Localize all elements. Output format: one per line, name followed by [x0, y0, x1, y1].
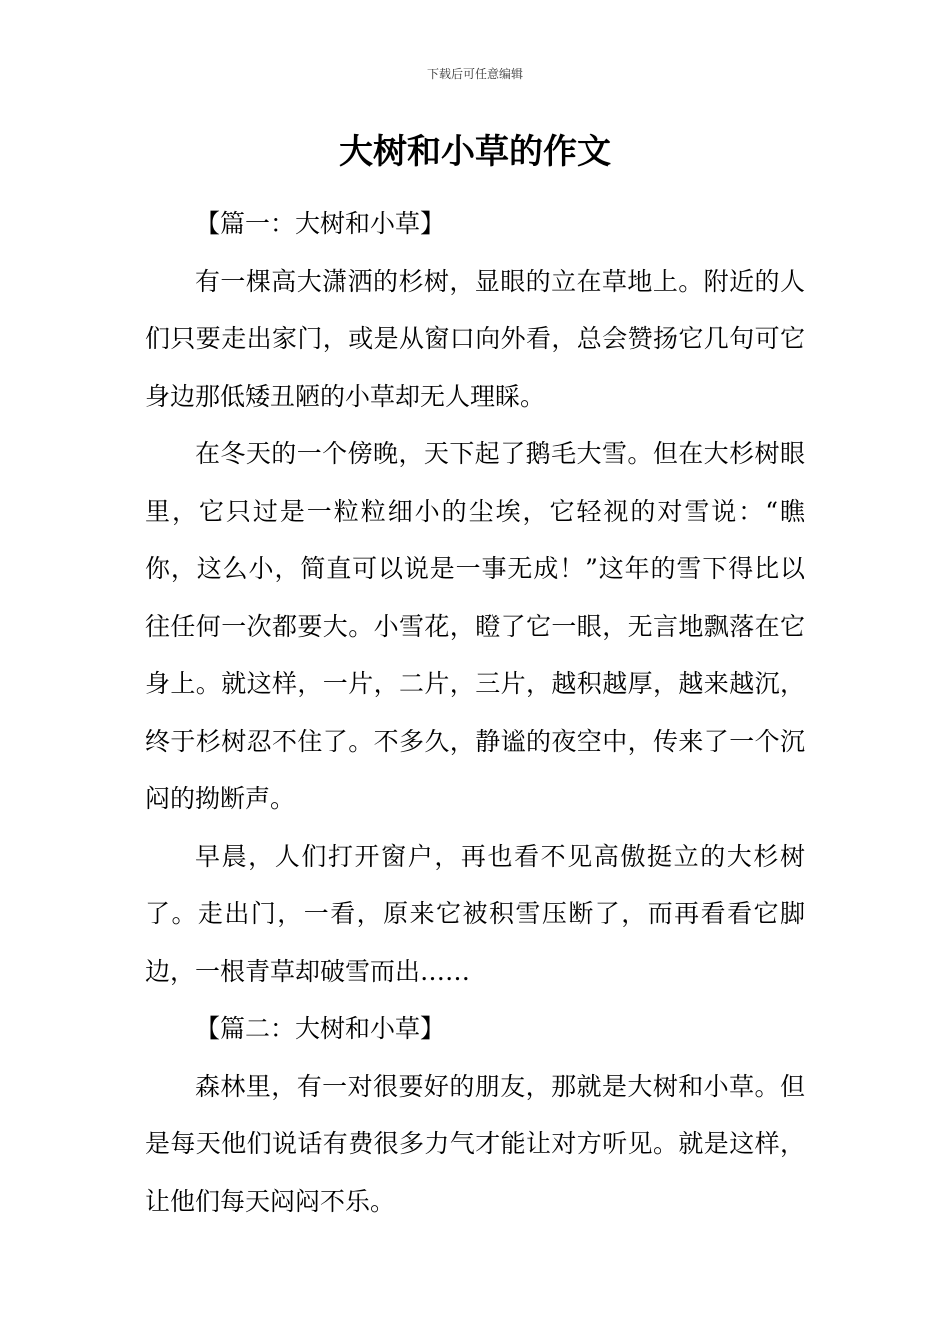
document-body [145, 195, 805, 1230]
paragraph: 森林里，有一对很要好的朋友，那就是大树和小草。但是每天他们说话有费很多力气才能让对方听见。就是这样，让他们每天闷闷不乐。 [145, 1071, 805, 1216]
section-heading-2: 【篇二：大树和小草】 [195, 1014, 446, 1043]
header-note: 下载后可任意编辑 [426, 67, 523, 81]
section-heading-1: 【篇一：大树和小草】 [195, 209, 446, 238]
paragraph: 早晨，人们打开窗户，再也看不见高傲挺立的大杉树了。走出门，一看，原来它被积雪压断了，而再看看它脚边，一根青草却破雪而出…… [145, 841, 805, 986]
document-title: 大树和小草的作文 [339, 132, 611, 172]
paragraph: 在冬天的一个傍晚，天下起了鹅毛大雪。但在大杉树眼里，它只过是一粒粒细小的尘埃，它轻视的对雪说：“瞧你，这么小，简直可以说是一事无成！”这年的雪下得比以往任何一次都要大。小雪花，瞪了它一眼，无言地飘落在它身上。就这样，一片，二片，三片，越积越厚，越来越沉，终于杉树忍不住了。不多久，静谧的夜空中，传来了一个沉闷的拗断声。 [145, 439, 805, 813]
paragraph: 有一棵高大潇洒的杉树，显眼的立在草地上。附近的人们只要走出家门，或是从窗口向外看，总会赞扬它几句可它身边那低矮丑陋的小草却无人理睬。 [145, 266, 805, 411]
